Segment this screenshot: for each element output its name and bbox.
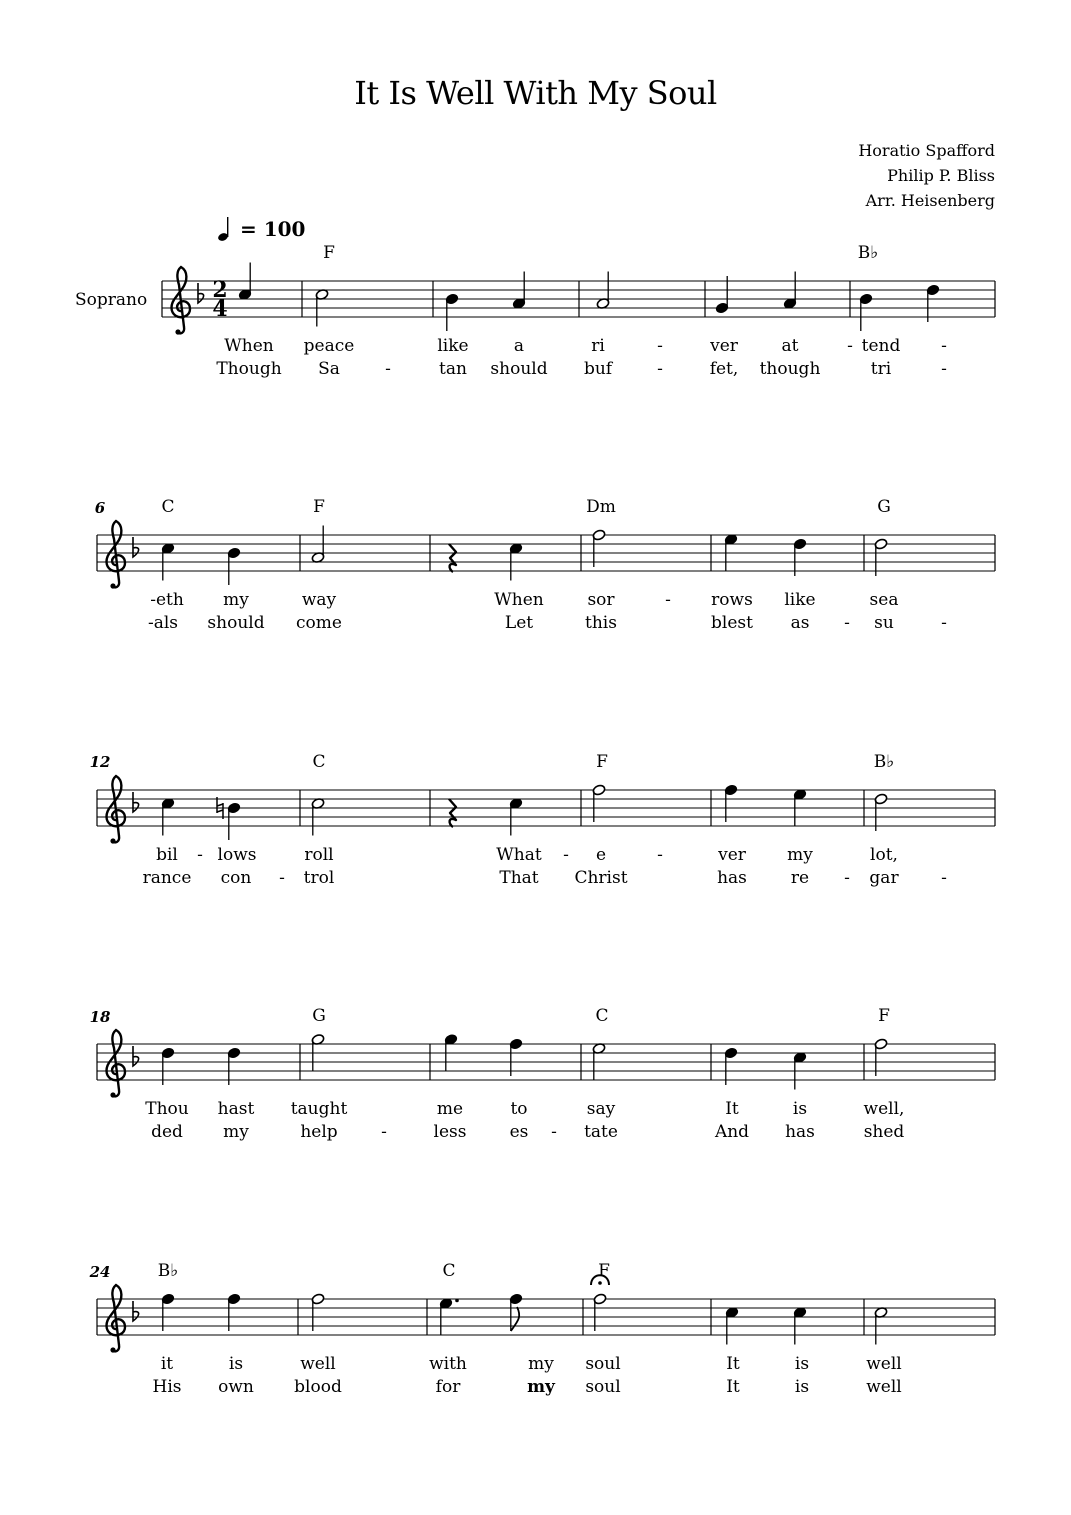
lyric-verse2-2-3: trol bbox=[303, 868, 335, 888]
lyric-verse2-3-6: - bbox=[551, 1122, 557, 1142]
treble-clef-path bbox=[107, 776, 126, 842]
rest-icon-1-3 bbox=[449, 544, 456, 572]
lyric-verse1-2-0: bil bbox=[156, 845, 178, 865]
lyric-verse2-0-10: - bbox=[941, 359, 947, 379]
lyric-verse2-4-3: for bbox=[435, 1377, 461, 1397]
chord-symbol-1-3: G bbox=[877, 497, 891, 517]
treble-clef-path bbox=[107, 1030, 126, 1096]
lyric-verse2-0-2: - bbox=[385, 359, 391, 379]
lyric-verse2-3-7: tate bbox=[584, 1122, 618, 1142]
lyric-verse1-1-1: my bbox=[223, 590, 249, 610]
composer: Philip P. Bliss bbox=[887, 166, 995, 185]
lyric-verse1-3-7: is bbox=[792, 1099, 808, 1119]
chord-symbol-1-1: F bbox=[313, 497, 325, 517]
lyric-verse2-3-4: less bbox=[433, 1122, 467, 1142]
note-4-4-flag bbox=[511, 1307, 519, 1331]
treble-clef-dot bbox=[110, 1347, 115, 1352]
treble-clef-path bbox=[107, 521, 126, 587]
lyric-verse1-4-3: with bbox=[429, 1354, 467, 1374]
lyric-verse2-3-2: help bbox=[300, 1122, 338, 1142]
lyric-verse2-2-10: - bbox=[941, 868, 947, 888]
treble-clef-icon-3 bbox=[107, 1030, 126, 1098]
lyric-verse1-4-1: is bbox=[228, 1354, 244, 1374]
lyric-verse2-1-6: as bbox=[790, 613, 810, 633]
lyric-verse2-3-0: ded bbox=[151, 1122, 183, 1142]
lyric-verse1-4-4: my bbox=[528, 1354, 554, 1374]
lyric-verse2-3-1: my bbox=[223, 1122, 249, 1142]
lyric-verse1-1-8: sea bbox=[869, 590, 899, 610]
key-flat-icon-2 bbox=[133, 792, 139, 812]
chord-symbol-1-0: C bbox=[161, 497, 175, 517]
lyricist: Horatio Spafford bbox=[858, 141, 995, 160]
tempo-value: = 100 bbox=[240, 217, 306, 241]
lyric-verse1-1-7: like bbox=[784, 590, 816, 610]
measure-number-2: 12 bbox=[89, 753, 111, 771]
note-4-3-dot bbox=[455, 1299, 459, 1303]
lyric-verse1-1-0: -eth bbox=[150, 590, 184, 610]
lyric-verse2-0-4: should bbox=[490, 359, 548, 379]
lyric-verse2-2-6: has bbox=[717, 868, 747, 888]
lyric-verse2-2-4: That bbox=[499, 868, 539, 888]
chord-symbol-2-1: F bbox=[596, 752, 608, 772]
lyric-verse2-2-2: - bbox=[279, 868, 285, 888]
key-flat-icon-4 bbox=[133, 1301, 139, 1321]
treble-clef-icon-0 bbox=[172, 267, 191, 335]
lyric-verse2-0-5: buf bbox=[583, 359, 613, 379]
lyric-verse2-3-8: And bbox=[714, 1122, 750, 1142]
lyric-verse2-3-10: shed bbox=[863, 1122, 905, 1142]
lyric-verse2-3-5: es bbox=[509, 1122, 529, 1142]
measure-number-4: 24 bbox=[89, 1263, 111, 1281]
lyric-verse2-3-3: - bbox=[381, 1122, 387, 1142]
treble-clef-path bbox=[107, 1285, 126, 1351]
lyric-verse1-1-5: - bbox=[665, 590, 671, 610]
lyric-verse1-2-9: my bbox=[787, 845, 813, 865]
lyric-verse1-3-4: to bbox=[510, 1099, 528, 1119]
lyric-verse2-2-7: re bbox=[790, 868, 810, 888]
lyric-verse2-0-1: Sa bbox=[318, 359, 340, 379]
lyric-verse1-2-6: e bbox=[595, 845, 607, 865]
lyric-verse1-0-1: peace bbox=[303, 336, 355, 356]
lyric-verse2-4-2: blood bbox=[294, 1377, 342, 1397]
lyric-verse1-0-10: - bbox=[941, 336, 947, 356]
chord-symbol-4-0: B♭ bbox=[157, 1261, 179, 1281]
lyric-verse2-0-0: Though bbox=[216, 359, 282, 379]
chord-symbol-3-1: C bbox=[595, 1006, 609, 1026]
lyric-verse2-4-1: own bbox=[218, 1377, 254, 1397]
lyric-verse1-2-3: roll bbox=[304, 845, 334, 865]
lyric-verse1-3-1: hast bbox=[217, 1099, 255, 1119]
chord-symbol-4-2: F bbox=[598, 1261, 610, 1281]
time-sig-bottom: 4 bbox=[212, 296, 228, 322]
lyric-verse2-1-1: should bbox=[207, 613, 265, 633]
measure-number-1: 6 bbox=[94, 499, 106, 517]
lyric-verse2-1-5: blest bbox=[711, 613, 753, 633]
lyric-verse1-4-2: well bbox=[300, 1354, 336, 1374]
lyric-verse1-2-5: - bbox=[563, 845, 569, 865]
time-sig-top: 2 bbox=[212, 277, 228, 303]
key-flat-icon-0 bbox=[198, 283, 204, 303]
rest-icon-2-3 bbox=[449, 799, 456, 827]
lyric-verse1-0-9: tend bbox=[861, 336, 901, 356]
lyric-verse1-3-5: say bbox=[586, 1099, 616, 1119]
key-flat-icon-1 bbox=[133, 537, 139, 557]
lyric-verse2-0-9: tri bbox=[870, 359, 892, 379]
chord-symbol-3-0: G bbox=[312, 1006, 326, 1026]
lyric-verse1-4-8: well bbox=[866, 1354, 902, 1374]
lyric-verse1-2-10: lot, bbox=[870, 845, 898, 865]
lyric-verse2-4-6: It bbox=[726, 1377, 740, 1397]
lyric-verse1-3-6: It bbox=[725, 1099, 739, 1119]
lyric-verse1-3-2: taught bbox=[290, 1099, 348, 1119]
lyric-verse2-1-2: come bbox=[296, 613, 342, 633]
lyric-verse1-0-2: like bbox=[437, 336, 469, 356]
lyric-verse2-4-5: soul bbox=[585, 1377, 621, 1397]
lyric-verse1-0-7: at bbox=[781, 336, 799, 356]
lyric-verse2-1-4: this bbox=[585, 613, 617, 633]
lyric-verse2-4-7: is bbox=[794, 1377, 810, 1397]
instrument-name: Soprano bbox=[75, 290, 148, 310]
arranger: Arr. Heisenberg bbox=[865, 191, 995, 210]
lyric-verse2-0-6: - bbox=[657, 359, 663, 379]
score-title: It Is Well With My Soul bbox=[354, 74, 717, 112]
treble-clef-dot bbox=[110, 838, 115, 843]
chord-symbol-0-1: B♭ bbox=[857, 243, 879, 263]
lyric-verse2-0-3: tan bbox=[439, 359, 467, 379]
lyric-verse1-1-2: way bbox=[301, 590, 337, 610]
lyric-verse2-0-8: though bbox=[759, 359, 821, 379]
note-4-5-fermata-dot bbox=[598, 1281, 602, 1285]
treble-clef-icon-4 bbox=[107, 1285, 126, 1353]
treble-clef-icon-2 bbox=[107, 776, 126, 844]
lyric-verse2-2-9: gar bbox=[869, 868, 899, 888]
lyric-verse1-2-2: lows bbox=[217, 845, 257, 865]
lyric-verse2-1-7: - bbox=[844, 613, 850, 633]
lyric-verse1-0-4: ri bbox=[591, 336, 605, 356]
lyric-verse1-3-8: well, bbox=[863, 1099, 905, 1119]
lyric-verse2-2-5: Christ bbox=[574, 868, 628, 888]
treble-clef-dot bbox=[110, 1092, 115, 1097]
lyric-verse1-0-6: ver bbox=[710, 336, 738, 356]
lyric-verse2-2-1: con bbox=[220, 868, 252, 888]
lyric-verse1-0-3: a bbox=[513, 336, 525, 356]
lyric-verse1-1-4: sor bbox=[587, 590, 615, 610]
lyric-verse1-2-4: What bbox=[496, 845, 542, 865]
lyric-verse1-3-0: Thou bbox=[145, 1099, 189, 1119]
lyric-verse1-4-6: It bbox=[726, 1354, 740, 1374]
lyric-verse1-2-8: ver bbox=[718, 845, 746, 865]
lyric-verse2-1-9: - bbox=[941, 613, 947, 633]
lyric-verse1-4-0: it bbox=[160, 1354, 174, 1374]
lyric-verse1-0-0: When bbox=[224, 336, 274, 356]
lyric-verse2-4-4: my bbox=[527, 1377, 555, 1397]
lyric-verse2-4-8: well bbox=[866, 1377, 902, 1397]
chord-symbol-2-0: C bbox=[312, 752, 326, 772]
lyric-verse1-4-5: soul bbox=[585, 1354, 621, 1374]
lyric-verse1-2-1: - bbox=[197, 845, 203, 865]
lyric-verse2-0-7: fet, bbox=[709, 359, 739, 379]
treble-clef-path bbox=[172, 267, 191, 333]
lyric-verse1-4-7: is bbox=[794, 1354, 810, 1374]
chord-symbol-1-2: Dm bbox=[586, 497, 616, 517]
lyric-verse2-3-9: has bbox=[785, 1122, 815, 1142]
lyric-verse1-1-6: rows bbox=[711, 590, 753, 610]
key-flat-icon-3 bbox=[133, 1046, 139, 1066]
lyric-verse2-1-0: -als bbox=[147, 613, 179, 633]
lyric-verse1-2-7: - bbox=[657, 845, 663, 865]
lyric-verse1-3-3: me bbox=[436, 1099, 464, 1119]
lyric-verse2-4-0: His bbox=[152, 1377, 182, 1397]
chord-symbol-0-0: F bbox=[323, 243, 335, 263]
chord-symbol-4-1: C bbox=[442, 1261, 456, 1281]
lyric-verse1-0-8: - bbox=[847, 336, 853, 356]
lyric-verse2-1-3: Let bbox=[504, 613, 534, 633]
treble-clef-dot bbox=[110, 583, 115, 588]
lyric-verse2-2-8: - bbox=[844, 868, 850, 888]
lyric-verse1-1-3: When bbox=[494, 590, 544, 610]
chord-symbol-2-2: B♭ bbox=[873, 752, 895, 772]
treble-clef-dot bbox=[175, 329, 180, 334]
treble-clef-icon-1 bbox=[107, 521, 126, 589]
measure-number-3: 18 bbox=[89, 1008, 111, 1026]
lyric-verse1-0-5: - bbox=[657, 336, 663, 356]
lyric-verse2-1-8: su bbox=[874, 613, 894, 633]
chord-symbol-3-2: F bbox=[878, 1006, 890, 1026]
lyric-verse2-2-0: rance bbox=[142, 868, 192, 888]
